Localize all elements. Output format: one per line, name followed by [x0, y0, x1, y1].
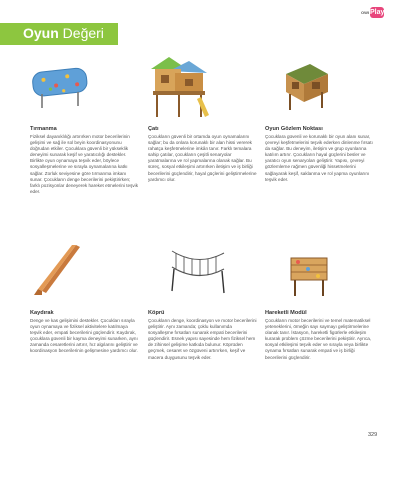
item-title: Oyun Gözlem Noktası — [265, 126, 323, 132]
slide-image — [32, 243, 84, 297]
bridge-image — [168, 245, 228, 297]
item-body: Çocukların denge, koordinasyon ve motor becerilerini geliştirir. Aynı zamanda; çoklu kullanımda sosyalleşme fırsatları sunarak empati becerilerini güçlendirir. Esnek yapısı sayesinde hem fiziksel hem de zihinsel gelişime katkıda bulunur. Köprüden geçmek, cesaret ve özgüveni artırırken, keşif ve macera duygusunu teşvik eder. — [148, 318, 257, 360]
item-title: Hareketli Modül — [265, 310, 307, 316]
observation-point-image — [282, 62, 332, 112]
item-title: Köprü — [148, 310, 165, 316]
item-body: Çocukların motor becerilerini ve temel matematiksel yeteneklerini, örneğin sayı saymayı geliştirmelerine olanak tanır. İstasyon, hareketli figürlerle etkileşim kurarak problem çözme becerilerini pekiştirir. Ayrıca, sosyal etkileşimi teşvik eder ve sırayla veya birlikte oynama fırsatları sunarak empati ve iş birliği becerilerini güçlendirir. — [265, 318, 372, 360]
page-title — [23, 25, 104, 41]
climbing-wall-image — [30, 58, 92, 110]
item-observation-point — [265, 126, 375, 183]
item-climbing — [30, 126, 138, 195]
item-body: Fiziksel dayanıklılığı artırırken motor becerilerinin gelişimi ve sağ ile sol beyin koordinasyonunu doğrudan etkiler. Çocuklara güvenli bir yükseklik deneyimi sunarak keşif ve yaratıcılığı destekler. Birlikte oyun oynamaya teşvik eder, böylece sosyalleşmelerine ve sırayla oynamalarına katkı sağlar. Zorluk seviyesine göre tırmanma imkanı sunar. Çocukların denge becerilerini pekiştirirken; farklı pozisyonlar deneyerek hareket etmelerini teşvik eder. — [30, 134, 139, 194]
logo-big-text: Play — [370, 9, 385, 16]
item-roof — [148, 126, 258, 183]
item-moving-module — [265, 310, 375, 361]
title-rest: Değeri — [58, 25, 104, 41]
moving-module-image — [288, 254, 330, 298]
item-title: Çatı — [148, 126, 159, 132]
title-bold: Oyun — [23, 25, 59, 41]
item-body: Denge ve kas gelişimini destekler. Çocukları sırayla oyun oynamaya ve fiziksel aktivitelere katılmaya teşvik eder, empati becerilerini güçlendirir. Kaydırak, çocuklara güvenli bir kayma deneyimi sunarken, aynı zamanda cesaretlerini artırır, hız algılarını geliştirir ve koordinasyon becerilerinin gelişmesine yardımcı olur. — [30, 318, 138, 354]
item-title: Tırmanma — [30, 126, 57, 132]
roof-tower-image — [145, 55, 211, 119]
item-slide — [30, 310, 138, 355]
item-bridge — [148, 310, 258, 361]
item-title: Kaydırak — [30, 310, 54, 316]
item-body: Çocuklara güvenli ve korunaklı bir oyun alanı sunar, çevreyi keşfetmelerini teşvik ederken dinlenme fırsatı da sağlar. Bu deneyim, iletişim ve grup oyunlarına katılım artırır. Çocukların hayal güçlerini besler ve yaratıcı oyun senaryoları geliştirir. Yapısı, çevreyi gözlemlerne rağmen güvenliği hissetmelerini sağlayarak keşif, saklanma ve rol yapma oyunlarını teşvik eder. — [265, 134, 373, 182]
brand-logo — [361, 7, 385, 19]
page-number: 329 — [368, 432, 378, 438]
item-body: Çocukların güvenli bir ortamda oyun oynamalarını sağlar; bu da onlara korunaklı bir alan hissi vererek rahatça keşfetmelerine imkân tanır. Farklı temalara sahip çatılar, çocukların çeşitli senaryolar yaratmalarına ve rol yapmalarına olanak sağlar. Bu süreç, sosyal etkileşimi artırırken iletişim ve iş birliği becerilerini güçlendirir, hayal güçlerini geliştirmelerine yardımcı olur. — [148, 134, 257, 182]
logo-small-text: OWI — [361, 10, 369, 15]
